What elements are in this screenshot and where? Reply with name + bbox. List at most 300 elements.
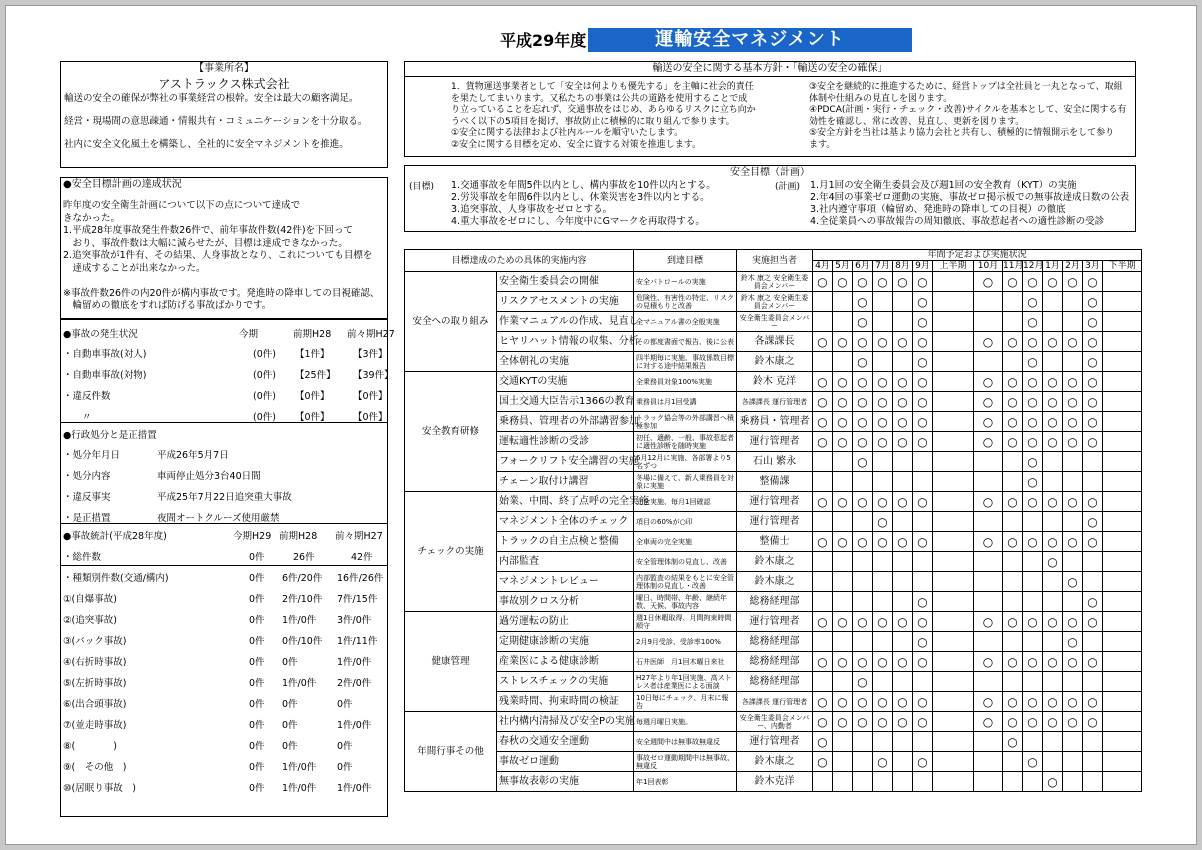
schedule-item: リスクアセスメントの実施 [497, 292, 634, 312]
plan-mark: ○ [837, 694, 848, 709]
plan-mark: ○ [1047, 494, 1058, 509]
stats-col: 前々期H27 [335, 531, 383, 542]
plan-mark: ○ [1087, 594, 1098, 609]
schedule-cell [853, 592, 873, 612]
schedule-cell [974, 372, 1003, 392]
schedule-cell [913, 532, 933, 552]
plan-mark: ○ [1047, 654, 1058, 669]
schedule-cell [1063, 312, 1083, 332]
plan-mark: ○ [877, 614, 888, 629]
header-category: 目標達成のための具体的実施内容 [405, 250, 634, 272]
schedule-cell [1103, 672, 1142, 692]
schedule-cell [1003, 512, 1023, 532]
plan-mark: ○ [1027, 334, 1038, 349]
schedule-cell [1103, 352, 1142, 372]
schedule-cell [1023, 572, 1043, 592]
schedule-item: 国土交通大臣告示1366の教育 [497, 392, 634, 412]
plan-mark: ○ [1047, 694, 1058, 709]
schedule-cell [913, 552, 933, 572]
schedule-cell [933, 512, 974, 532]
stats-total-label: ・総件数 [63, 552, 102, 563]
schedule-person: 鈴木 克洋 [737, 372, 813, 392]
stats-heading: ●事故統計(平成28年度) [63, 531, 167, 542]
schedule-row [405, 332, 1142, 352]
plan-mark: ○ [917, 274, 928, 289]
plan-mark: ○ [1087, 654, 1098, 669]
schedule-cell [1083, 372, 1103, 392]
schedule-cell [913, 512, 933, 532]
schedule-item: 運転適性診断の受診 [497, 432, 634, 452]
plan-mark: ○ [897, 534, 908, 549]
schedule-cell [1103, 732, 1142, 752]
schedule-item: 過労運転の防止 [497, 612, 634, 632]
plan-mark: ○ [1067, 714, 1078, 729]
schedule-cell [1043, 492, 1063, 512]
schedule-cell [974, 432, 1003, 452]
schedule-cell [1003, 532, 1023, 552]
office-box [60, 61, 388, 168]
stats-value: 0件 [249, 783, 265, 794]
schedule-cell [913, 652, 933, 672]
schedule-target: 安全管理体制の見直し、改善 [634, 552, 737, 572]
plan-mark: ○ [1087, 514, 1098, 529]
schedule-cell [1003, 332, 1023, 352]
schedule-cell [1063, 572, 1083, 592]
schedule-cell [933, 692, 974, 712]
schedule-cell [933, 312, 974, 332]
schedule-cell [873, 352, 893, 372]
schedule-cell [1063, 552, 1083, 572]
office-heading: 【事業所名】 [194, 63, 254, 74]
schedule-person: 運行管理者 [737, 492, 813, 512]
schedule-cell [974, 492, 1003, 512]
stats-total-value: 26件 [293, 552, 315, 563]
plan-mark: ○ [1047, 774, 1058, 789]
occurrence-value: (0件) [253, 349, 276, 360]
schedule-cell [1103, 472, 1142, 492]
schedule-cell [893, 372, 913, 392]
sanction-label: ・処分年月日 [63, 450, 121, 461]
occurrence-col: 今期 [239, 329, 259, 340]
schedule-row [405, 312, 1142, 332]
schedule-row [405, 732, 1142, 752]
schedule-cell [813, 652, 833, 672]
schedule-cell [913, 592, 933, 612]
schedule-cell [833, 732, 853, 752]
policy-line: ②安全に関する目標を定め、安全に資する対策を推進します。 [451, 139, 701, 150]
policy-right [809, 82, 1126, 151]
stats-value: 0件 [249, 615, 265, 626]
plan-mark: ○ [857, 294, 868, 309]
schedule-cell [873, 392, 893, 412]
plan-mark: ○ [897, 334, 908, 349]
plan-mark: ○ [897, 394, 908, 409]
plan-mark: ○ [857, 434, 868, 449]
schedule-cell [1043, 352, 1063, 372]
schedule-cell [913, 632, 933, 652]
plan-mark: ○ [982, 614, 994, 629]
plan-mark: ○ [837, 654, 848, 669]
plan-mark: ○ [1087, 374, 1098, 389]
schedule-cell [1103, 452, 1142, 472]
schedule-category: 健康管理 [405, 612, 497, 712]
schedule-cell [1003, 552, 1023, 572]
schedule-item: 残業時間、拘束時間の検証 [497, 692, 634, 712]
goal-targets [451, 180, 716, 228]
policy-line: ③安全を継続的に推進するために、経営トップは全社員と一丸となって、取組 [809, 82, 1123, 92]
plan-mark: ○ [1027, 414, 1038, 429]
target-label: (目標) [409, 182, 435, 192]
schedule-person: 鈴木康之 [737, 352, 813, 372]
schedule-cell [1063, 332, 1083, 352]
plan-mark: ○ [917, 634, 928, 649]
schedule-cell [974, 512, 1003, 532]
schedule-cell [893, 532, 913, 552]
plan-mark: ○ [897, 274, 908, 289]
schedule-cell [833, 712, 853, 732]
stats-value: 2件/0件 [337, 678, 372, 689]
policy-line: ます。 [809, 139, 836, 150]
schedule-cell [1003, 392, 1023, 412]
schedule-cell [1043, 592, 1063, 612]
schedule-cell [853, 552, 873, 572]
schedule-cell [853, 452, 873, 472]
schedule-cell [933, 392, 974, 412]
schedule-target: 2月9月受診、受診率100% [634, 632, 737, 652]
header-period: 年間予定および実施状況 [813, 250, 1142, 261]
schedule-person: 運行管理者 [737, 612, 813, 632]
achievement-box [60, 177, 388, 319]
policy-line: うべく以下の5項目を掲げ、事故防止に積極的に取り組んで参ります。 [451, 116, 735, 127]
schedule-person: 総務経理部 [737, 672, 813, 692]
schedule-target: 完全実施、毎月1回確認 [634, 492, 737, 512]
plan-mark: ○ [917, 694, 928, 709]
plan-mark: ○ [917, 434, 928, 449]
schedule-cell [1003, 692, 1023, 712]
schedule-row [405, 572, 1142, 592]
schedule-cell [933, 712, 974, 732]
schedule-cell [1083, 532, 1103, 552]
plan-mark: ○ [1047, 534, 1058, 549]
schedule-cell [913, 472, 933, 492]
schedule-target: 週1日休暇取得、月間拘束時間順守 [634, 612, 737, 632]
schedule-item: 産業医による健康診断 [497, 652, 634, 672]
schedule-row [405, 392, 1142, 412]
schedule-cell [1103, 652, 1142, 672]
occurrence-value: (0件) [253, 370, 276, 381]
plan-mark: ○ [1027, 394, 1038, 409]
schedule-cell [1043, 432, 1063, 452]
plan-mark: ○ [1027, 534, 1038, 549]
schedule-cell [1003, 312, 1023, 332]
schedule-cell [833, 592, 853, 612]
schedule-cell [813, 612, 833, 632]
plan-mark: ○ [897, 694, 908, 709]
schedule-row [405, 692, 1142, 712]
schedule-cell [1083, 732, 1103, 752]
schedule-cell [1103, 532, 1142, 552]
plan-mark: ○ [1087, 494, 1098, 509]
plan-mark: ○ [817, 374, 828, 389]
plan-mark: ○ [837, 334, 848, 349]
schedule-cell [833, 472, 853, 492]
schedule-item: マネジメント全体のチェック [497, 512, 634, 532]
schedule-person: 整備士 [737, 532, 813, 552]
achievement-heading: ●安全目標計画の達成状況 [63, 179, 182, 190]
schedule-cell [1083, 272, 1103, 292]
goal-target: 4.重大事故をゼロにし、今年度中にGマークを再取得する。 [451, 216, 705, 227]
plan-mark: ○ [1087, 534, 1098, 549]
schedule-cell [893, 552, 913, 572]
schedule-target: 冬場に備えて、新人乗務員を対象に実施 [634, 472, 737, 492]
schedule-cell [813, 572, 833, 592]
policy-line: 1．貨物運送事業者として「安全は何よりも優先する」を主軸に社会的責任 [451, 82, 754, 92]
schedule-category: 安全教育研修 [405, 372, 497, 492]
stats-label: ⑧( ) [63, 741, 117, 752]
schedule-cell [833, 672, 853, 692]
plan-mark: ○ [917, 594, 928, 609]
schedule-cell [1003, 712, 1023, 732]
plan-mark: ○ [817, 534, 828, 549]
stats-value: 0件 [282, 699, 298, 710]
schedule-cell [1083, 472, 1103, 492]
plan-mark: ○ [877, 394, 888, 409]
schedule-cell [1043, 672, 1063, 692]
schedule-cell [974, 272, 1003, 292]
plan-mark: ○ [877, 514, 888, 529]
plan-mark: ○ [1067, 694, 1078, 709]
plan-mark: ○ [1027, 494, 1038, 509]
schedule-cell [833, 572, 853, 592]
plan-mark: ○ [917, 614, 928, 629]
schedule-person: 鈴木康之 [737, 552, 813, 572]
schedule-cell [1063, 532, 1083, 552]
plan-mark: ○ [1027, 314, 1038, 329]
schedule-cell [974, 312, 1003, 332]
plan-mark: ○ [1027, 694, 1038, 709]
schedule-target: 初任、適齢、一般、事故惹起者に適性診断を随時実施 [634, 432, 737, 452]
stats-label: ⑥(出合頭事故) [63, 699, 127, 710]
plan-mark: ○ [917, 714, 928, 729]
schedule-cell [833, 752, 853, 772]
schedule-cell [873, 412, 893, 432]
schedule-cell [933, 452, 974, 472]
schedule-cell [933, 272, 974, 292]
occurrence-col: 前々期H27 [347, 329, 395, 340]
schedule-person: 鈴木 康之 安全衛生委員会メンバー [737, 272, 813, 292]
schedule-person: 安全衛生委員会メンバー [737, 312, 813, 332]
schedule-cell [1023, 652, 1043, 672]
schedule-cell [893, 432, 913, 452]
schedule-person: 運行管理者 [737, 512, 813, 532]
schedule-item: ストレスチェックの実施 [497, 672, 634, 692]
schedule-item: チェーン取付け講習 [497, 472, 634, 492]
schedule-cell [1043, 412, 1063, 432]
schedule-person: 各課課長 運行管理者 [737, 392, 813, 412]
company-name: アストラックス株式会社 [158, 77, 290, 91]
schedule-cell [913, 712, 933, 732]
plan-mark: ○ [1087, 314, 1098, 329]
schedule-cell [1003, 572, 1023, 592]
schedule-cell [1103, 612, 1142, 632]
schedule-cell [1023, 772, 1043, 792]
header-month: 1月 [1043, 261, 1063, 272]
schedule-cell [893, 272, 913, 292]
schedule-cell [1063, 472, 1083, 492]
plan-mark: ○ [1047, 414, 1058, 429]
schedule-cell [1083, 772, 1103, 792]
schedule-person: 安全衛生委員会メンバー、内勤者 [737, 712, 813, 732]
schedule-cell [873, 292, 893, 312]
office-line: 輸送の安全の確保が弊社の事業経営の根幹。安全は最大の顧客満足。 [64, 93, 359, 104]
plan-mark: ○ [1087, 394, 1098, 409]
schedule-cell [974, 752, 1003, 772]
stats-value: 0件 [337, 699, 353, 710]
schedule-cell [974, 612, 1003, 632]
schedule-person: 鈴木 康之 安全衛生委員会メンバー [737, 292, 813, 312]
goal-target: 2.労災事故を年間6件以内とし、休業災害を3件以内とする。 [451, 192, 710, 203]
stats-value: 1件/0件 [282, 783, 317, 794]
plan-mark: ○ [1007, 694, 1018, 709]
schedule-cell [873, 272, 893, 292]
policy-line: ⑤安全方針を当社は基より協力会社と共有し、積極的に情報開示をして参り [809, 128, 1115, 138]
plan-mark: ○ [1067, 374, 1078, 389]
plan-mark: ○ [1027, 454, 1038, 469]
schedule-cell [1083, 492, 1103, 512]
schedule-cell [1023, 452, 1043, 472]
schedule-cell [893, 632, 913, 652]
stats-total-value: 42件 [351, 552, 373, 563]
schedule-cell [974, 772, 1003, 792]
schedule-cell [1103, 772, 1142, 792]
goals-box [404, 165, 1136, 232]
schedule-item: 事故ゼロ運動 [497, 752, 634, 772]
plan-mark: ○ [897, 494, 908, 509]
plan-mark: ○ [817, 734, 828, 749]
stats-value: 3件/0件 [337, 615, 372, 626]
stats-value: 1件/0件 [337, 720, 372, 731]
plan-mark: ○ [1027, 374, 1038, 389]
schedule-person: 各課課長 [737, 332, 813, 352]
plan-mark: ○ [1027, 614, 1038, 629]
plan-mark: ○ [837, 434, 848, 449]
plan-mark: ○ [1067, 634, 1078, 649]
plan-mark: ○ [982, 434, 994, 449]
schedule-cell [833, 612, 853, 632]
stats-total-value: 0件 [249, 552, 265, 563]
plan-mark: ○ [897, 374, 908, 389]
plan-mark: ○ [1007, 274, 1018, 289]
schedule-target: 石井医師 月1回木曜日来社 [634, 652, 737, 672]
schedule-cell [974, 472, 1003, 492]
schedule-cell [853, 632, 873, 652]
schedule-person: 石山 繁永 [737, 452, 813, 472]
plan-mark: ○ [1087, 334, 1098, 349]
plan-mark: ○ [1027, 754, 1038, 769]
schedule-item: 全体朝礼の実施 [497, 352, 634, 372]
schedule-cell [933, 332, 974, 352]
schedule-cell [813, 512, 833, 532]
schedule-row [405, 452, 1142, 472]
schedule-cell [873, 752, 893, 772]
plan-mark: ○ [1027, 274, 1038, 289]
schedule-cell [873, 732, 893, 752]
policy-heading: 輸送の安全に関する基本方針・「輸送の安全の確保」 [405, 62, 1135, 77]
schedule-item: 交通KYTの実施 [497, 372, 634, 392]
schedule-cell [1023, 672, 1043, 692]
occurrence-heading: ●事故の発生状況 [63, 329, 138, 340]
schedule-cell [1043, 552, 1063, 572]
stats-value: 1件/0件 [337, 657, 372, 668]
stats-value: 0件 [249, 573, 265, 584]
schedule-cell [893, 672, 913, 692]
schedule-cell [873, 612, 893, 632]
plan-mark: ○ [1087, 434, 1098, 449]
schedule-cell [853, 512, 873, 532]
occurrence-label: ・自動車事故(対物) [63, 370, 147, 381]
schedule-target: 内部監査の結果をもとに安全管理体制の見直し・改善 [634, 572, 737, 592]
plan-mark: ○ [982, 494, 994, 509]
schedule-row [405, 372, 1142, 392]
schedule-cell [1063, 612, 1083, 632]
schedule-cell [1083, 612, 1103, 632]
goal-target: 3.追突事故、人身事故をゼロとする。 [451, 204, 613, 215]
schedule-cell [1003, 672, 1023, 692]
plan-mark: ○ [877, 534, 888, 549]
schedule-cell [933, 612, 974, 632]
plan-mark: ○ [817, 414, 828, 429]
schedule-cell [1083, 312, 1103, 332]
plan-mark: ○ [817, 694, 828, 709]
schedule-cell [853, 432, 873, 452]
schedule-cell [1023, 612, 1043, 632]
schedule-cell [1003, 492, 1023, 512]
schedule-cell [1063, 452, 1083, 472]
schedule-target: 年1回表彰 [634, 772, 737, 792]
schedule-cell [1043, 732, 1063, 752]
schedule-cell [1063, 432, 1083, 452]
schedule-cell [933, 592, 974, 612]
schedule-cell [913, 312, 933, 332]
plan-mark: ○ [1007, 654, 1018, 669]
plan-mark: ○ [857, 334, 868, 349]
schedule-cell [873, 712, 893, 732]
schedule-cell [893, 572, 913, 592]
occurrence-label: ・自動車事故(対人) [63, 349, 147, 360]
schedule-cell [933, 632, 974, 652]
schedule-cell [853, 772, 873, 792]
schedule-cell [813, 312, 833, 332]
schedule-cell [1083, 512, 1103, 532]
schedule-cell [893, 732, 913, 752]
schedule-cell [893, 492, 913, 512]
plan-mark: ○ [817, 654, 828, 669]
policy-line: 体制や仕組みの見直しを図ります。 [809, 93, 953, 104]
plan-mark: ○ [982, 714, 994, 729]
schedule-cell [933, 472, 974, 492]
plan-mark: ○ [817, 494, 828, 509]
schedule-cell [1063, 352, 1083, 372]
plan-mark: ○ [877, 434, 888, 449]
plan-mark: ○ [857, 314, 868, 329]
schedule-cell [893, 472, 913, 492]
policy-line: 効性を確認し、常に改善、見直し、更新を図ります。 [809, 116, 1025, 127]
plan-mark: ○ [897, 414, 908, 429]
stats-value: 16件/26件 [337, 573, 384, 584]
schedule-cell [833, 492, 853, 512]
schedule-cell [1023, 392, 1043, 412]
schedule-cell [1103, 312, 1142, 332]
